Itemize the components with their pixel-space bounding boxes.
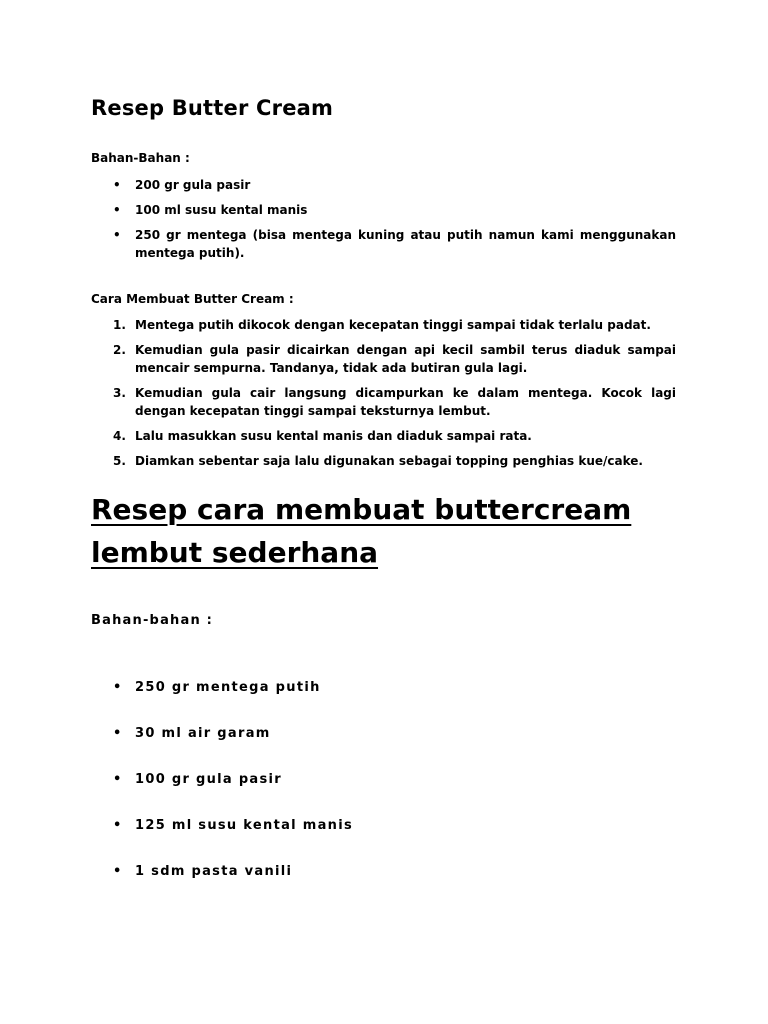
list-item (91, 201, 676, 219)
step-number: 2. (113, 343, 126, 357)
step-text: Kemudian gula cair langsung dicampurkan ke dalam mentega. Kocok lagi dengan kecepatan tinggi sampai teksturnya lembut. (135, 386, 676, 418)
bullet-icon: • (113, 203, 121, 217)
bullet-icon: • (113, 680, 123, 695)
step-text: Diamkan sebentar saja lalu digunakan sebagai topping penghias kue/cake. (135, 454, 643, 468)
ingredient-text: 250 gr mentega (bisa mentega kuning atau putih namun kami menggunakan mentega putih). (135, 228, 676, 260)
step-item (91, 452, 676, 470)
bullet-icon: • (113, 228, 121, 242)
step-text: Lalu masukkan susu kental manis dan diaduk sampai rata. (135, 429, 532, 443)
bullet-icon: • (113, 818, 123, 833)
step-item (91, 427, 676, 445)
step-item (91, 316, 676, 334)
step-text: Mentega putih dikocok dengan kecepatan tinggi sampai tidak terlalu padat. (135, 318, 651, 332)
step-number: 4. (113, 429, 126, 443)
step-text: Kemudian gula pasir dicairkan dengan api kecil sambil terus diaduk sampai mencair sempurna. Tandanya, tidak ada butiran gula lagi. (135, 343, 676, 375)
page-title: Resep Butter Cream (91, 96, 334, 120)
bullet-icon: • (113, 726, 123, 741)
bullet-icon: • (113, 864, 123, 879)
list-item (91, 176, 676, 194)
bullet-icon: • (113, 772, 123, 787)
bullet-icon: • (113, 178, 121, 192)
step-item (91, 384, 676, 420)
section-heading: Resep cara membuat buttercream lembut sederhana (91, 493, 632, 569)
ingredients-list (91, 176, 676, 269)
ingredient-text: 200 gr gula pasir (135, 178, 251, 192)
list-item (91, 226, 676, 262)
ingredient-text: 1 sdm pasta vanili (135, 864, 293, 879)
step-number: 3. (113, 386, 126, 400)
step-number: 5. (113, 454, 126, 468)
ingredients-list-2 (91, 678, 353, 908)
ingredient-text: 100 ml susu kental manis (135, 203, 308, 217)
step-number: 1. (113, 318, 126, 332)
steps-list (91, 316, 676, 477)
list-item (91, 862, 353, 908)
list-item (91, 678, 353, 724)
list-item (91, 770, 353, 816)
ingredient-text: 250 gr mentega putih (135, 680, 321, 695)
method-label: Cara Membuat Butter Cream : (91, 292, 294, 306)
ingredient-text: 100 gr gula pasir (135, 772, 283, 787)
step-item (91, 341, 676, 377)
ingredients-label-2: Bahan-bahan : (91, 613, 214, 628)
list-item (91, 816, 353, 862)
ingredient-text: 30 ml air garam (135, 726, 271, 741)
list-item (91, 724, 353, 770)
ingredient-text: 125 ml susu kental manis (135, 818, 354, 833)
ingredients-label: Bahan-Bahan : (91, 151, 190, 165)
